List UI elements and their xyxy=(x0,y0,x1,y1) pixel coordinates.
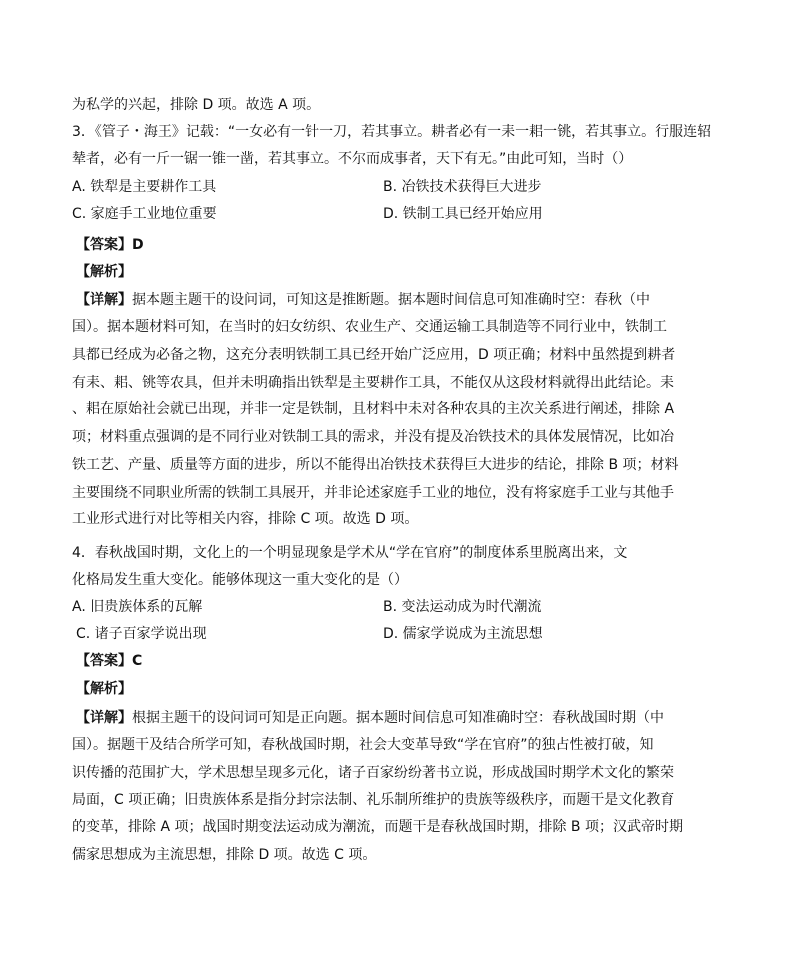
q3-detail-line-6: 项；材料重点强调的是不同行业对铁制工具的需求，并没有提及冶铁技术的具体发展情况，比如冶 xyxy=(72,429,674,445)
q3-detail-line-1 xyxy=(76,291,650,309)
q4-option-b: B. 变法运动成为时代潮流 xyxy=(383,599,542,615)
q3-answer xyxy=(76,236,144,254)
q4-option-c: C. 诸子百家学说出现 xyxy=(76,626,207,642)
q3-answer-tag: 【答案】 xyxy=(76,237,132,253)
q3-stem-line-2: 辇者，必有一斤一锯一锥一凿，若其事立。不尔而成事者，天下有无。”由此可知，当时（） xyxy=(72,151,633,167)
q3-detail-line-2: 国）。据本题材料可知，在当时的妇女纺织、农业生产、交通运输工具制造等不同行业中，铁制工 xyxy=(72,319,667,335)
q3-option-b: B. 冶铁技术获得巨大进步 xyxy=(383,179,542,195)
text-line-prev-answer-end: 为私学的兴起，排除 D 项。故选 A 项。 xyxy=(72,97,321,113)
q3-detail-line-5: 、耜在原始社会就已出现，并非一定是铁制，且材料中未对各种农具的主次关系进行阐述，排除 A xyxy=(72,401,675,417)
q3-stem-line-1: 3．《管子・海王》记载：“一女必有一针一刀，若其事立。耕者必有一耒一耜一铫，若其事立。行服连轺 xyxy=(72,124,712,140)
q4-answer-value: C xyxy=(132,653,143,669)
q3-detail-tag: 【详解】 xyxy=(76,292,132,308)
q3-option-c: C. 家庭手工业地位重要 xyxy=(72,206,217,222)
q3-detail-line-9: 工业形式进行对比等相关内容，排除 C 项。故选 D 项。 xyxy=(72,511,419,527)
q4-detail-line-3: 识传播的范围扩大，学术思想呈现多元化，诸子百家纷纷著书立说，形成战国时期学术文化的繁荣 xyxy=(72,765,674,781)
q3-option-d: D. 铁制工具已经开始应用 xyxy=(383,206,543,222)
q3-detail-text-1: 据本题主题干的设问词，可知这是推断题。据本题时间信息可知准确时空：春秋（中 xyxy=(132,292,650,308)
q4-analysis-tag: 【解析】 xyxy=(76,681,132,697)
q3-detail-line-7: 铁工艺、产量、质量等方面的进步，所以不能得出冶铁技术获得巨大进步的结论，排除 B 项；材料 xyxy=(72,457,679,473)
q4-option-d: D. 儒家学说成为主流思想 xyxy=(383,626,543,642)
q4-detail-line-6: 儒家思想成为主流思想，排除 D 项。故选 C 项。 xyxy=(72,847,377,863)
q4-answer xyxy=(76,652,142,670)
q4-answer-tag: 【答案】 xyxy=(76,653,132,669)
q3-answer-value: D xyxy=(132,237,144,253)
q3-detail-line-4: 有耒、耜、铫等农具，但并未明确指出铁犁是主要耕作工具，不能仅从这段材料就得出此结论。耒 xyxy=(72,375,674,391)
q3-detail-line-8: 主要围绕不同职业所需的铁制工具展开，并非论述家庭手工业的地位，没有将家庭手工业与其他手 xyxy=(72,485,674,501)
q4-detail-line-4: 局面，C 项正确；旧贵族体系是指分封宗法制、礼乐制所维护的贵族等级秩序，而题干是文化教育 xyxy=(72,792,675,808)
q3-detail-line-3: 具都已经成为必备之物，这充分表明铁制工具已经开始广泛应用，D 项正确；材料中虽然提到耕者 xyxy=(72,347,676,363)
q3-option-a: A. 铁犁是主要耕作工具 xyxy=(72,179,217,195)
q4-detail-line-2: 国）。据题干及结合所学可知，春秋战国时期，社会大变革导致“学在官府”的独占性被打破，知 xyxy=(72,737,654,753)
q4-detail-tag: 【详解】 xyxy=(76,710,132,726)
q4-option-a: A. 旧贵族体系的瓦解 xyxy=(72,599,203,615)
q4-detail-line-1 xyxy=(76,709,664,727)
q4-detail-text-1: 根据主题干的设问词可知是正向题。据本题时间信息可知准确时空：春秋战国时期（中 xyxy=(132,710,664,726)
q4-stem-line-2: 化格局发生重大变化。能够体现这一重大变化的是（） xyxy=(72,572,408,588)
q4-detail-line-5: 的变革，排除 A 项；战国时期变法运动成为潮流，而题干是春秋战国时期，排除 B 项；汉武帝时期 xyxy=(72,819,683,835)
q3-analysis-tag: 【解析】 xyxy=(76,264,132,280)
q4-stem-line-1: 4．春秋战国时期，文化上的一个明显现象是学术从“学在官府”的制度体系里脱离出来，文 xyxy=(72,545,628,561)
